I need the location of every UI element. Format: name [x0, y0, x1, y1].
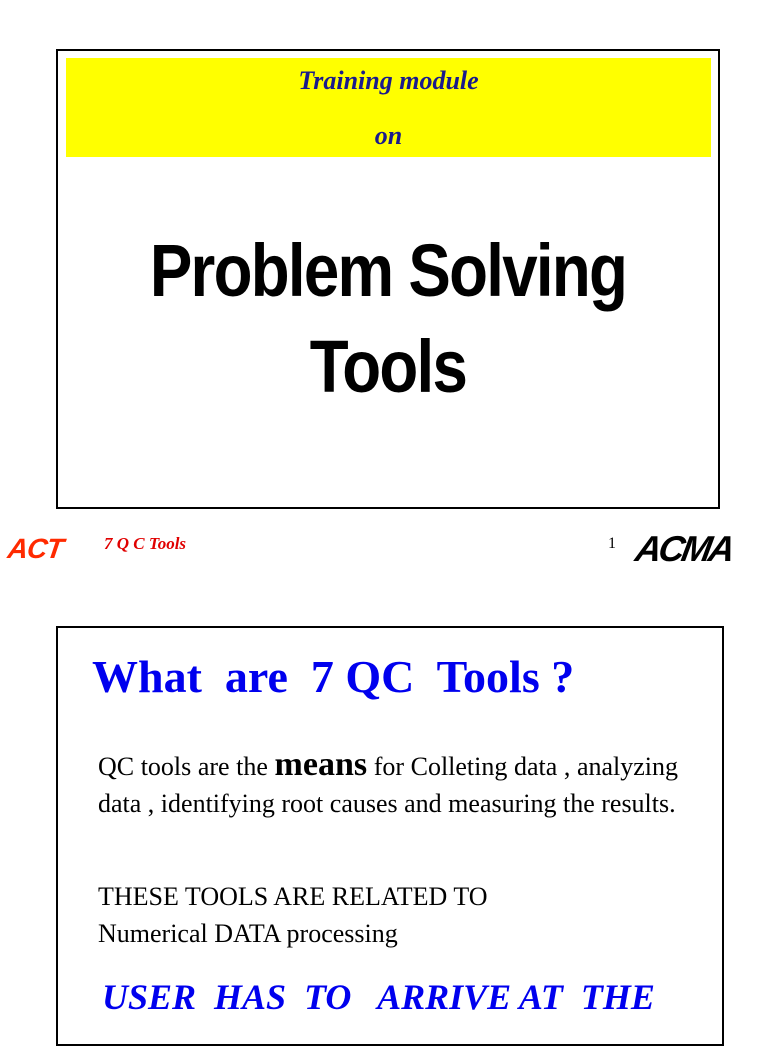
- para2-line-1: THESE TOOLS ARE RELATED TO: [98, 882, 488, 911]
- training-module-text: Training module: [298, 66, 479, 95]
- definition-paragraph: [98, 746, 678, 822]
- para1-after: for Colleting data , analyzing data , identifying root causes and measuring the results.: [98, 752, 679, 818]
- yellow-header-band: [66, 58, 711, 157]
- on-text: on: [374, 121, 403, 150]
- title-slide: [56, 49, 720, 509]
- content-slide: [56, 626, 724, 1046]
- act-logo: ACT: [5, 533, 65, 564]
- page-number: 1: [608, 535, 616, 552]
- means-emphasis: means: [274, 746, 368, 783]
- para1-before: QC tools are the: [98, 752, 275, 781]
- related-paragraph: [98, 878, 678, 952]
- title-line-1: Problem Solving: [149, 229, 627, 312]
- footer-topic: 7 Q C Tools: [104, 534, 187, 553]
- para2-line-2: Numerical DATA processing: [98, 919, 398, 948]
- slide-footer: [0, 525, 768, 570]
- slide-heading: What are 7 QC Tools ?: [92, 651, 575, 702]
- title-line-2: Tools: [309, 325, 467, 408]
- slide-title: [104, 223, 672, 415]
- acma-logo: ACMA: [632, 528, 736, 569]
- user-statement: USER HAS TO ARRIVE AT THE: [102, 977, 655, 1017]
